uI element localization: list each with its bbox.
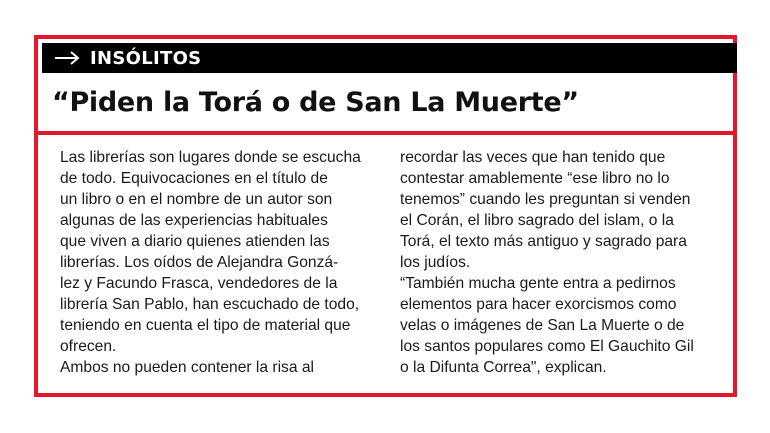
text-line: recordar las veces que han tenido que — [400, 149, 666, 166]
text-line: que viven a diario quienes atienden las — [60, 233, 330, 250]
text-line: Las librerías son lugares donde se escucha — [60, 149, 361, 166]
text-line: elementos para hacer exorcismos como — [400, 296, 677, 313]
text-line: los santos populares como El Gauchito Gil — [400, 338, 694, 355]
text-line: Torá, el texto más antiguo y sagrado para — [400, 233, 687, 250]
text-line: velas o imágenes de San La Muerte o de — [400, 317, 685, 334]
article-frame — [34, 35, 737, 397]
text-line: teniendo en cuenta el tipo de material que — [60, 317, 351, 334]
article-column-left — [60, 147, 390, 378]
text-line: un libro o en el nombre de un autor son — [60, 191, 333, 208]
text-line: el Corán, el libro sagrado del islam, o la — [400, 212, 674, 229]
article-column-right — [400, 147, 730, 378]
text-line: tenemos” cuando les preguntan si venden — [400, 191, 691, 208]
text-line: o la Difunta Correa", explican. — [400, 359, 607, 376]
text-line: lez y Facundo Frasca, vendedores de la — [60, 275, 338, 292]
text-line: ofrecen. — [60, 338, 117, 355]
text-line: contestar amablemente “ese libro no lo — [400, 170, 670, 187]
text-line: los judíos. — [400, 254, 471, 271]
text-line: algunas de las experiencias habituales — [60, 212, 328, 229]
text-line: “También mucha gente entra a pedirnos — [400, 275, 676, 292]
text-line: librerías. Los oídos de Alejandra Gonzá- — [60, 254, 339, 271]
headline-divider — [38, 131, 733, 135]
text-line: Ambos no pueden contener la risa al — [60, 359, 314, 376]
text-line: librería San Pablo, han escuchado de todo, — [60, 296, 360, 313]
arrow-right-icon — [54, 51, 80, 65]
headline: “Piden la Torá o de San La Muerte” — [52, 87, 579, 118]
text-line: de todo. Equivocaciones en el título de — [60, 170, 328, 187]
section-bar — [42, 43, 737, 73]
section-label: INSÓLITOS — [90, 47, 202, 69]
